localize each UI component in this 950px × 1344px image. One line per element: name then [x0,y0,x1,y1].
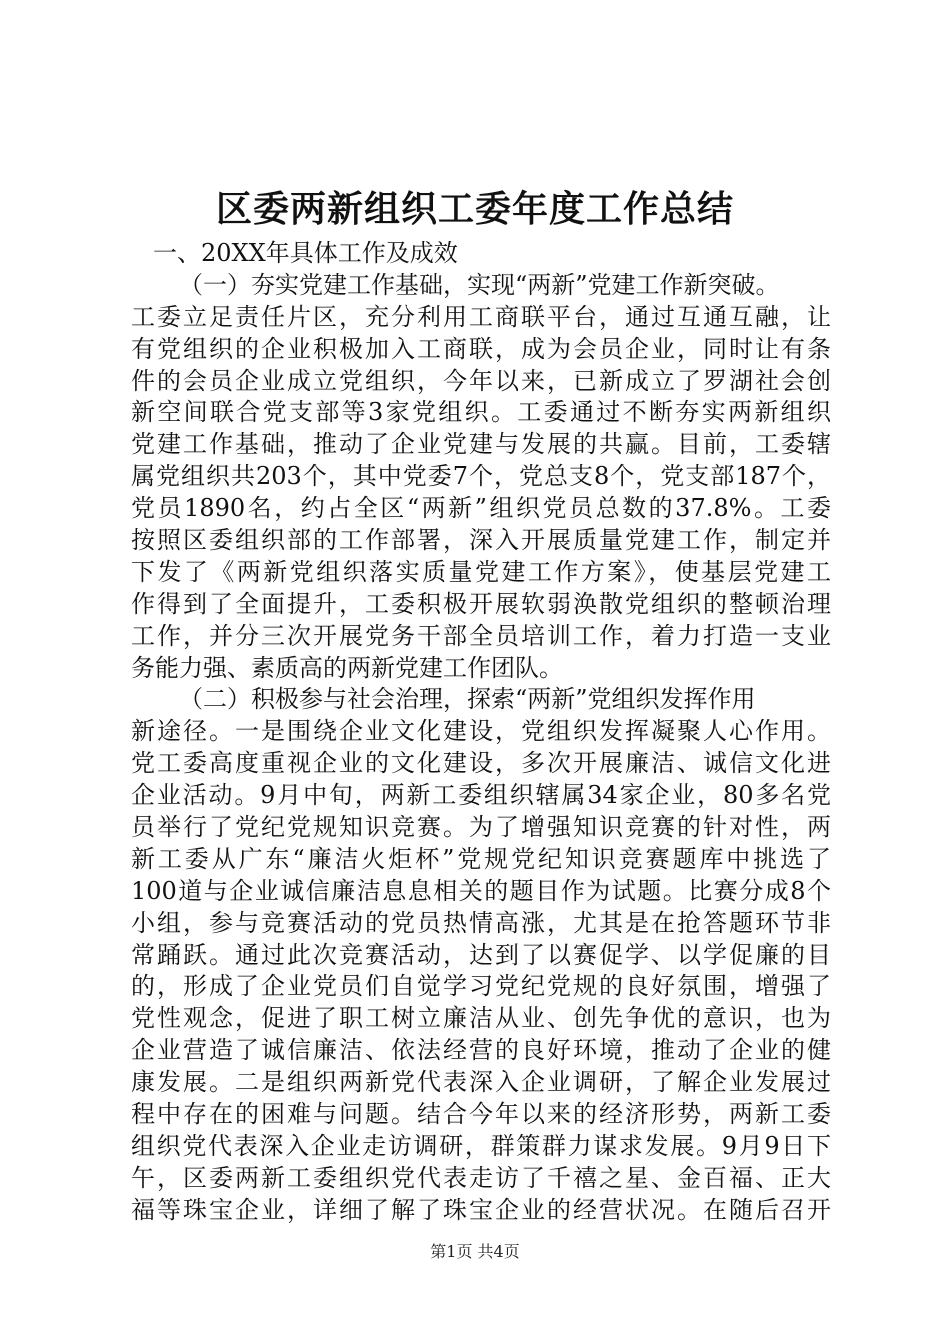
paragraph-line: 康发展。二是组织两新党代表深入企业调研，了解企业发展过 [131,1068,831,1097]
paragraph-line: 属党组织共203个，其中党委7个，党总支8个，党支部187个， [131,462,831,491]
paragraph-line: 件的会员企业成立党组织，今年以来，已新成立了罗湖社会创 [131,366,831,395]
paragraph-line: 作得到了全面提升，工委积极开展软弱涣散党组织的整顿治理 [131,589,831,618]
paragraph-line: 常踊跃。通过此次竞赛活动，达到了以赛促学、以学促廉的目 [131,940,831,969]
paragraph-line: （二）积极参与社会治理，探索“两新”党组织发挥作用 [179,685,756,714]
paragraph-line: 100道与企业诚信廉洁息息相关的题目作为试题。比赛分成8个 [131,876,831,905]
paragraph-line: 党工委高度重视企业的文化建设，多次开展廉洁、诚信文化进 [131,749,831,778]
paragraph-line: 员举行了党纪党规知识竞赛。为了增强知识竞赛的针对性，两 [131,813,831,842]
paragraph-line: 组织党代表深入企业走访调研，群策群力谋求发展。9月9日下 [131,1131,831,1160]
paragraph-line: 小组，参与竞赛活动的党员热情高涨，尤其是在抢答题环节非 [131,908,831,937]
paragraph-line: 党性观念，促进了职工树立廉洁从业、创先争优的意识，也为 [131,1004,831,1033]
paragraph-line: 党员1890名，约占全区“两新”组织党员总数的37.8%。工委 [131,494,831,523]
paragraph-line: 程中存在的困难与问题。结合今年以来的经济形势，两新工委 [131,1100,831,1129]
paragraph-line: 企业活动。9月中旬，两新工委组织辖属34家企业，80多名党 [131,781,831,810]
page-number: 第1页 共4页 [430,1242,520,1261]
paragraph-line: 的，形成了企业党员们自觉学习党纪党规的良好氛围，增强了 [131,972,831,1001]
paragraph-line: （一）夯实党建工作基础，实现“两新”党建工作新突破。 [179,270,780,299]
paragraph-line: 新空间联合党支部等3家党组织。工委通过不断夯实两新组织 [131,398,831,427]
paragraph-line: 下发了《两新党组织落实质量党建工作方案》，使基层党建工 [131,557,831,586]
paragraph-line: 党建工作基础，推动了企业党建与发展的共赢。目前，工委辖 [131,430,831,459]
paragraph-line: 按照区委组织部的工作部署，深入开展质量党建工作，制定并 [131,526,831,555]
document-title: 区委两新组织工委年度工作总结 [215,188,734,230]
paragraph-line: 工作，并分三次开展党务干部全员培训工作，着力打造一支业 [131,621,831,650]
paragraph-line: 福等珠宝企业，详细了解了珠宝企业的经营状况。在随后召开 [131,1195,831,1224]
paragraph-line: 工委立足责任片区，充分利用工商联平台，通过互通互融，让 [131,302,831,331]
paragraph-line: 有党组织的企业积极加入工商联，成为会员企业，同时让有条 [131,334,831,363]
paragraph-line: 新途径。一是围绕企业文化建设，党组织发挥凝聚人心作用。 [131,717,831,746]
section-heading: 一、20XX年具体工作及成效 [153,239,458,267]
paragraph-line: 新工委从广东“廉洁火炬杯”党规党纪知识竞赛题库中挑选了 [131,844,831,873]
document-body [131,238,831,1227]
paragraph-line: 企业营造了诚信廉洁、依法经营的良好环境，推动了企业的健 [131,1036,831,1065]
paragraph-line: 务能力强、素质高的两新党建工作团队。 [131,653,563,682]
paragraph-line: 午，区委两新工委组织党代表走访了千禧之星、金百福、正大 [131,1163,831,1192]
